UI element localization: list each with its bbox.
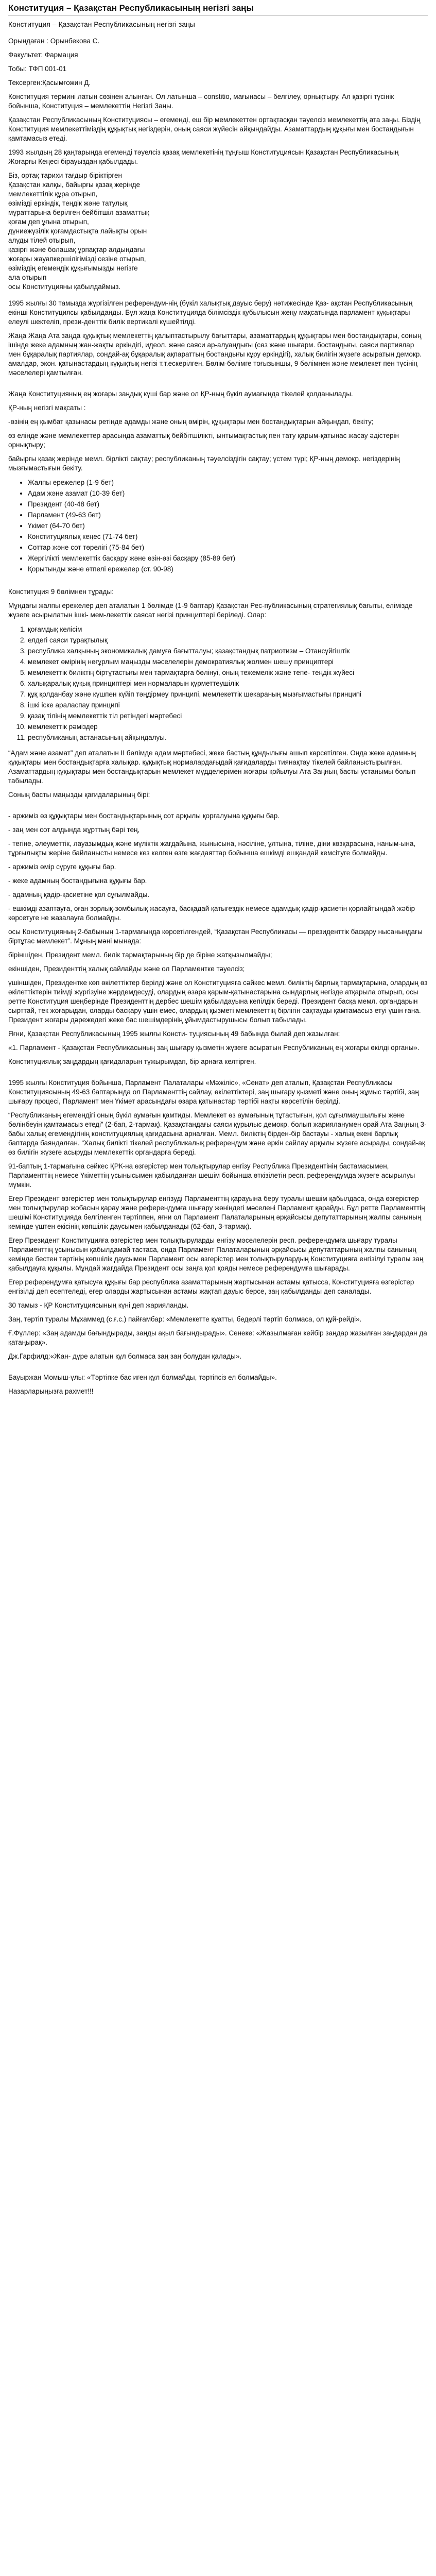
list-item: • Үкімет (64-70 бет) bbox=[28, 521, 428, 531]
faculty-line: Факультет: Фармация bbox=[8, 51, 78, 59]
preamble-line: осы Конституцияны қабылдаймыз. bbox=[8, 283, 121, 291]
list-item: • Адам және азамат (10-39 бет) bbox=[28, 488, 428, 498]
paragraph: Жаңа Конституцияның ең жоғары заңдық күші бар және ол ҚР-ның бүкіл аумағында тікелей қолданылады. bbox=[8, 390, 353, 398]
closing-line: Назарларыңызға рахмет!!! bbox=[8, 1387, 94, 1395]
paragraph: Яғни, Қазақстан Республикасының 1995 жылғы Консти- туциясының 49 бабында былай деп жазылған: bbox=[8, 1030, 340, 1038]
paragraph: Егер Президент өзгерістер мен толықтырулар енгізуді Парламенттің қарауына беру туралы шешім қабылдаса, онда өзгерістер мен толықтырулар жобасын қарау және референдумға шығару жөніндегі мәселені Парламент қарайды. Бұл ретте Парламенттің шешімі Конституцияда белгіленген тәртіппен, яғни ол Парламент Палаталарының әрқайсысы депутаттарының жалпы санының кемінде үштен екісінің көпшілік даусымен қабылданады (62-бап, 3-тармақ). bbox=[8, 1195, 425, 1230]
list-item: 7. құқ қолданбау және күшпен күйіп тәңдірмеу принципі, мемлекеттік шекараның мызғымастығы принципі bbox=[28, 689, 428, 699]
list-item: • Конституциялық кеңес (71-74 бет) bbox=[28, 532, 428, 541]
list-item: 11. республиканың астанасының айқындалуы. bbox=[28, 733, 428, 742]
preamble-line: дүниежүзілік қоғамдастықта лайықты орын bbox=[8, 227, 147, 235]
page-subtitle: Конституция – Қазақстан Республикасының негізгі заңы bbox=[8, 20, 195, 28]
preamble-line: мемлекеттілік құра отырып, bbox=[8, 190, 98, 198]
preamble-line: қазіргі және болашақ ұрпақтар алдындағы bbox=[8, 246, 145, 253]
paragraph: екіншіден, Президенттің халық сайлайды және ол Парламентке тәуелсіз; bbox=[8, 965, 245, 973]
list-item: 1. қоғамдық келісім bbox=[28, 624, 428, 634]
principles-list bbox=[8, 624, 428, 742]
preamble-line: жоғары жауапкершілігімізді сезіне отырып, bbox=[8, 255, 146, 263]
quote: «1. Парламент - Қазақстан Республикасының заң шығару қызметін жүзеге асыратын Республиканың ең жоғары өкілді органы». bbox=[8, 1044, 420, 1052]
paragraph: Конституция 9 бөлімнен тұрады: bbox=[8, 588, 114, 596]
list-item: • Жергілікті мемлекеттік басқару және өзін-өзі басқару (85-89 бет) bbox=[28, 553, 428, 563]
paragraph: Мұндағы жалпы ережелер деп аталатын 1 бөлімде (1-9 баптар) Қазақстан Рес-публикасының стратегиялық бағыты, елімізде жүзеге асырылатын ішкі- мем-лекеттік саясат негізі принциптері беріледі. Олар: bbox=[8, 602, 413, 619]
preamble-line: Біз, ортақ тарихи тағдыр біріктірген bbox=[8, 172, 122, 179]
paragraph: - адамның қадір-қасиетіне қол сұғылмайды. bbox=[8, 891, 150, 899]
paragraph: Соның басты маңызды қағидаларының бірі: bbox=[8, 791, 150, 799]
paragraph: “Адам және азамат” деп аталатын II бөлімде адам мәртебесі, жеке бастың құндылығы ашып көрсетілген. Онда жеке адамның құқықтары мен бостандықтарға халықар. құқықтық нормалардағыдай қағидаларды тиянақтау тікелей байланыстырылған. Азаматтардың құқықтары мен бостандықтарын мемлекет мүдделерімен жоғары қойылуы Ата Заңның басты устанымы болып табылады. bbox=[8, 749, 416, 785]
paragraph: байырғы қазақ жерінде мемл. бірлікті сақтау; республиканың тәуелсіздігін сақтау; үстем түрі; ҚР-ның демокр. негіздерінің мызғымастығын бекіту. bbox=[8, 455, 400, 472]
list-item: • Қорытынды және өтпелі ережелер (ст. 90-98) bbox=[28, 564, 428, 574]
preamble-line: мұраттарына берілген бейбітшіл азаматтық bbox=[8, 209, 149, 216]
quote: Ғ.Фүллер: «Заң адамды бағындырады, заңды ақыл бағындырады». Сенеке: «Жазылмаған кейбір заңдар жазылған заңдардан да қатаңырақ». bbox=[8, 1329, 427, 1346]
list-item: • Жалпы ережелер (1-9 бет) bbox=[28, 478, 428, 487]
quote: Дж.Гарфилд:«Жан- дүре алатын құл болмаса заң заң болудан қалады». bbox=[8, 1352, 242, 1360]
list-item: 3. республика халқының экономикалық дамуға бағытталуы; қазақстандық патриотизм – Отансүйгіштік bbox=[28, 646, 428, 656]
paragraph: 1993 жылдың 28 қаңтарында егеменді тәуелсіз қазақ мемлекетінің тұңғыш Конституциясын Қазақстан Республикасының Жоғарғы Кеңесі бірауыздан қабылдады. bbox=[8, 148, 399, 165]
list-item: • Соттар және сот төрелігі (75-84 бет) bbox=[28, 543, 428, 552]
list-item: • Парламент (49-63 бет) bbox=[28, 510, 428, 520]
paragraph: -өзінің ең қымбат қазынасы ретінде адамды және оның өмірін, құқықтары мен бостандықтарын айқындап, бекіту; bbox=[8, 418, 374, 426]
paragraph: - аржиміз өз құқықтары мен бостандықтарының сот арқылы қорғалуына құқығы бар. bbox=[8, 812, 280, 820]
paragraph: 30 тамыз - ҚР Конституциясының күні деп жарияланды. bbox=[8, 1301, 189, 1309]
paragraph: - жеке адамның бостандығына құқығы бар. bbox=[8, 877, 147, 885]
paragraph: өз елінде және мемлекеттер арасында азаматтық бейбітшілікті, ынтымақтастық пен тату қарым-қатынас жасау әдістерін орнықтыру; bbox=[8, 432, 399, 449]
quote: Заң, тәртіп туралы Мұхаммед (с.ғ.с.) пайғамбар: «Мемлекетте қуатты, бедерлі тәртіп болмаса, ол құй-рейді». bbox=[8, 1315, 362, 1323]
paragraph: - аржиміз өмір сүруге құқығы бар. bbox=[8, 863, 116, 871]
paragraph: Жаңа Жаңа Ата заңда құқықтық мемлекеттің қалыптастырылу бағыттары, азаматтардың құқықтары мен бостандықтары, соның ішінде жеке адамның жан-жақты еркіндігі, идеол. және саяси ар-алуандығы (сөз және шығарм. бостандығы, саяси партиялар мен бұқаралық партиялар, сондай-ақ бұқаралық ақпараттың бостандығы кұру еркіндігі), халық билігін жүзеге асыратын демокр. амалдар, экон. қатынастардың кұқықтық негізі т.т.ескерілген. Бөлім-бөлімге тоғызыншы, 9 бөлімнен және мемлекет пен түсінің мәселелері қамтылған. bbox=[8, 332, 422, 377]
paragraph: “Республиканың егемендігі оның бүкіл аумағын қамтиды. Мемлекет өз аумағының тұтастығын, қол сұғылмаушылығы және бөлінбеуін қамтамасыз етеді” (2-бап, 2-тармақ). Қазақстандағы саяси құрылыс демокр. болып жарияланумен орай Ата Заңның 3-бабы халық егемендігінің конституциялық қағидасына арналған. Мемл. биліктің бірден-бір бастауы - халық екені барлық баптарда баяндалған. “Халық билікті тікелей республикалық референдум және еркін сайлау арқылы жүзеге асырады, сондай-ақ өз билігін жүзеге асыруды мемлекеттік органдарға береді. bbox=[8, 1111, 427, 1156]
paragraph: 1995 жылғы 30 тамызда жүргізілген референдум-нің (бүкіл халықтық дауыс беру) нәтижесінде Қаз- ақстан Республикасының екінші Конституциясы қабылданды. Бұл жаңа Конституцияда білімсіздік қубылысын жеңу мақсатында парламент құқықтары елеулі шектеліп, прези-денттік билік вертикалі күшейтілді. bbox=[8, 299, 413, 326]
paragraph: осы Конституцияның 2-бабының 1-тармағында көрсетілгендей, “Қазақстан Республикасы — президенттік басқару нысанындағы біртұтас мемлекет”. Мұның мәні мынада: bbox=[8, 928, 423, 945]
list-item: 8. ішкі іске араласпау принципі bbox=[28, 700, 428, 710]
list-item: 5. мемлекеттік биліктің біртұтастығы мен тармақтарға бөлінуі, оның тежемелік және тепе- теңдік жүйесі bbox=[28, 668, 428, 677]
preamble-line: өзімізді еркіндік, теңдік және татулық bbox=[8, 199, 128, 207]
paragraph: 1995 жылғы Конституция бойынша, Парламент Палаталары «Мәжіліс», «Сенат» деп аталып, Қазақстан Республикасы Конституциясының 49-63 баптарында ол Парламенттің сайлау, өкілеттіктері, заң шығару қызметі және оның жұмыс тәртібі, заң шығару процесі, Парламент мен Үкімет арасындағы өзара қатынастар тәртібі нақты көрсетілін берілді. bbox=[8, 1079, 419, 1105]
paragraph: Егер Президент Конституцияға өзгерістер мен толықтыруларды енгізу мәселелерін респ. референдумға шығару туралы Парламенттің ұсынысын қабылдамай тастаса, онда Парламент Палаталарының әрқайсысы депутаттарының жалпы санының кемінде бестен төртінің көпшілік даусымен Парламент осы өзгерістер мен толықтырулардың Конституцияға енгізілуі туралы заң қабылдауға құқылы. Мұндай жағдайда Президент осы заңға қол қояды немесе референдумға шығарады. bbox=[8, 1236, 424, 1272]
list-item: 9. қазақ тілінің мемлекеттік тіл ретіндегі мәртебесі bbox=[28, 711, 428, 721]
author-info bbox=[8, 37, 428, 88]
preamble-line: алуды тілей отырып, bbox=[8, 236, 76, 244]
sections-list bbox=[8, 478, 428, 574]
paragraph: біріншіден, Президент мемл. билік тармақтарының бір де біріне жатқызылмайды; bbox=[8, 951, 272, 959]
list-item: 10. мемлекеттік рәміздер bbox=[28, 722, 428, 732]
paragraph: - заң мен сот алдында жұрттың бәрі тең, bbox=[8, 826, 140, 834]
preamble-line: қоғам деп ұғына отырып, bbox=[8, 218, 89, 226]
preamble bbox=[8, 171, 428, 292]
page-title: Конституция – Қазақстан Республикасының негізгі заңы bbox=[8, 3, 428, 16]
list-item: • Президент (40-48 бет) bbox=[28, 499, 428, 509]
preamble-line: Қазақстан халқы, байырғы қазақ жерінде bbox=[8, 181, 140, 189]
paragraph: Егер референдумға қатысуға құқығы бар республика азаматтарының жартысынан астамы қатысса, Конституцияға өзгерістер енгізілді деп есептеледі, егер оларды жартысынан астамы жақтап дауыс берсе, заң қабылданды деп саналады. bbox=[8, 1278, 414, 1295]
author-line: Орындаған : Орынбекова С. bbox=[8, 37, 100, 45]
paragraph: ҚР-ның негізгі мақсаты : bbox=[8, 404, 86, 412]
quote: Бауыржан Момыш-ұлы: «Тәртіпке бас иген құл болмайды, тәртіпсіз ел болмайды». bbox=[8, 1374, 277, 1381]
paragraph: Қазақстан Республикасының Конституциясы – егемендi, еш бiр мемлекеттен ортақтасқан тәуелсiз мемлекеттiң ата заңы. Бiздiң Конституция мемлекеттiмiздiң құқықтық негiздерiн, оның саяси жүйесiн айқындайды. Азаматтардың құқығы мен бостандығын қамтамасыз етедi. bbox=[8, 116, 421, 142]
paragraph: үшіншіден, Президентке көп өкілеттіктер берілді және ол Конституцияға сәйкес мемл. биліктің барлық тармақтарына, олардың өз өкілеттіктерін тиімді жүргізуіне жәрдемдесуді, олардың өзара қарым-қатынастарына сындарлық негізде атқарыла отырып, осы ретте Конституция шеңберінде Президенттің дербес шешім қабылдауына кепілдік береді. Президент басқа мемл. органдарын сырттай, тек жоғарыдан, оларды басқару үшін емес, олардың қызметі мемлекеттің бірлігін сақтауды қамтамасыз етуі үшін ғана. Президент жоғары дәрежедегі жеке бас шешімдерінің ұйымдастырушысы болып табылады. bbox=[8, 979, 428, 1024]
paragraph: - тегіне, әлеуметтік, лауазымдық және мүліктік жағдайына, жынысына, нәсіліне, ұлтына, тіліне, діни көзқарасына, наным-ына, тұрғылықты жеріне байланысты немесе кез келген өзге жағдаяттар бойынша ешкімді ешқандай кемсітуге болмайды. bbox=[8, 840, 416, 857]
checker-line: Тексерген:Қасымғожин Д. bbox=[8, 79, 91, 87]
paragraph: 91-баптың 1-тармағына сәйкес ҚРК-на өзгерістер мен толықтырулар енгізу Республика Президентінің бастамасымен, Парламенттің немесе Үкіметтің ұсынысымен қабылданған шешім бойынша өткізілетін респ. референдумда жүзеге асырылуы мүмкін. bbox=[8, 1162, 415, 1189]
group-line: Тобы: ТФП 001-01 bbox=[8, 65, 67, 73]
list-item: 2. елдегі саяси тұрақтылық bbox=[28, 635, 428, 645]
paragraph: - ешкімді азаптауға, оған зорлық-зомбылық жасауға, басқадай қатыгездік немесе адамдық қадір-қасиетін қорлайтындай жәбір көрсетуге не жазалауға болмайды. bbox=[8, 905, 415, 922]
list-item: 4. мемлекет өмірінің неғұрлым маңызды мәселелерін демократиялық жолмен шешу принциптері bbox=[28, 657, 428, 667]
paragraph: Конституциялық заңдардың қағидаларын тұжырымдап, бір арнаға келтірген. bbox=[8, 1058, 256, 1065]
preamble-line: өзіміздің егемендік құқығымызды негізге bbox=[8, 264, 138, 272]
preamble-line: ала отырып bbox=[8, 274, 47, 281]
list-item: 6. халықаралық құқық принциптері мен нормаларын құрметтеушілік bbox=[28, 679, 428, 688]
paragraph: Конституция термині латын сөзінен алынған. Ол латынша – constitio, мағынасы – белгілеу, орнықтыру. Ал қазіргі түсінік бойынша, Конституция – мемлекеттің Негізгі Заңы. bbox=[8, 93, 394, 110]
